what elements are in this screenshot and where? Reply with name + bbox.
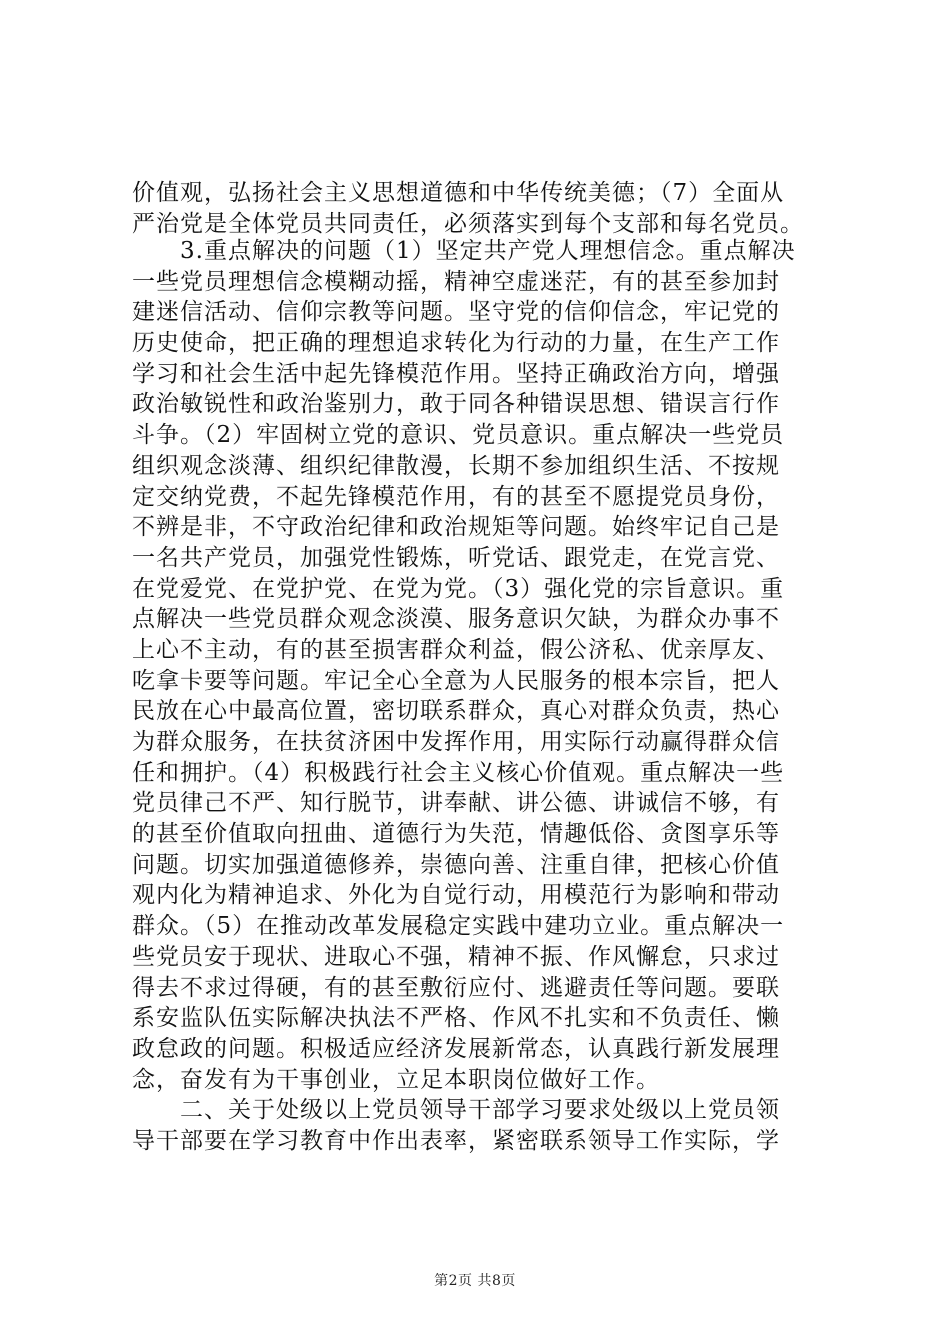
text-line: 观内化为精神追求、外化为自觉行动，用模范行为影响和带动: [132, 882, 780, 909]
text-line: 点解决一些党员群众观念淡漠、服务意识欠缺，为群众办事不: [132, 606, 780, 633]
page-number-label: 第2页 共8页: [434, 1273, 516, 1289]
text-line: 政治敏锐性和政治鉴别力，敢于同各种错误思想、错误言行作: [132, 391, 780, 418]
text-line: 群众。（5）在推动改革发展稳定实践中建功立业。重点解决一: [132, 913, 785, 940]
text-line: 学习和社会生活中起先锋模范作用。坚持正确政治方向，增强: [132, 360, 780, 387]
text-line: 吃拿卡要等问题。牢记全心全意为人民服务的根本宗旨，把人: [132, 667, 780, 694]
text-line: 政怠政的问题。积极适应经济发展新常态，认真践行新发展理: [132, 1035, 780, 1062]
text-line: 任和拥护。（4）积极践行社会主义核心价值观。重点解决一些: [132, 759, 785, 786]
paragraph-main: [132, 236, 832, 1157]
text-line: 念，奋发有为干事创业，立足本职岗位做好工作。: [132, 1066, 660, 1093]
text-line: 上心不主动，有的甚至损害群众利益，假公济私、优亲厚友、: [132, 636, 780, 663]
page-footer: [0, 1270, 950, 1290]
text-line: 定交纳党费，不起先锋模范作用，有的甚至不愿提党员身份，: [132, 483, 780, 510]
text-line: 党员律己不严、知行脱节，讲奉献、讲公德、讲诚信不够，有: [132, 790, 780, 817]
text-line: 在党爱党、在党护党、在党为党。（3）强化党的宗旨意识。重: [132, 575, 785, 602]
text-line: 严治党是全体党员共同责任，必须落实到每个支部和每名党员。: [132, 210, 804, 237]
text-line: 不辨是非，不守政治纪律和政治规矩等问题。始终牢记自己是: [132, 514, 780, 541]
text-line: 一些党员理想信念模糊动摇，精神空虚迷茫，有的甚至参加封: [132, 268, 780, 295]
text-line: 问题。切实加强道德修养，崇德向善、注重自律，把核心价值: [132, 851, 780, 878]
text-line: 价值观，弘扬社会主义思想道德和中华传统美德；（7）全面从: [132, 180, 785, 206]
text-line: 得去不求过得硬，有的甚至敷衍应付、逃避责任等问题。要联: [132, 974, 780, 1001]
paragraph-continuation: [132, 178, 832, 239]
text-line: 系安监队伍实际解决执法不严格、作风不扎实和不负责任、懒: [132, 1005, 780, 1032]
text-line: 为群众服务，在扶贫济困中发挥作用，用实际行动赢得群众信: [132, 729, 780, 755]
text-line: 一名共产党员，加强党性锻炼，听党话、跟党走，在党言党、: [132, 544, 780, 571]
text-line: 斗争。（2）牢固树立党的意识、党员意识。重点解决一些党员: [132, 422, 785, 449]
text-line: 二、关于处级以上党员领导干部学习要求处级以上党员领: [132, 1097, 780, 1124]
text-line: 建迷信活动、信仰宗教等问题。坚守党的信仰信念，牢记党的: [132, 299, 780, 326]
text-line: 组织观念淡薄、组织纪律散漫，长期不参加组织生活、不按规: [132, 452, 780, 479]
text-line: 3.重点解决的问题（1）坚定共产党人理想信念。重点解决: [132, 238, 796, 264]
text-line: 导干部要在学习教育中作出表率，紧密联系领导工作实际，学: [132, 1127, 780, 1154]
text-line: 些党员安于现状、进取心不强，精神不振、作风懈怠，只求过: [132, 943, 780, 970]
text-line: 民放在心中最高位置，密切联系群众，真心对群众负责，热心: [132, 698, 780, 725]
text-line: 历史使命，把正确的理想追求转化为行动的力量，在生产工作: [132, 330, 780, 357]
text-line: 的甚至价值取向扭曲、道德行为失范，情趣低俗、贪图享乐等: [132, 821, 780, 848]
